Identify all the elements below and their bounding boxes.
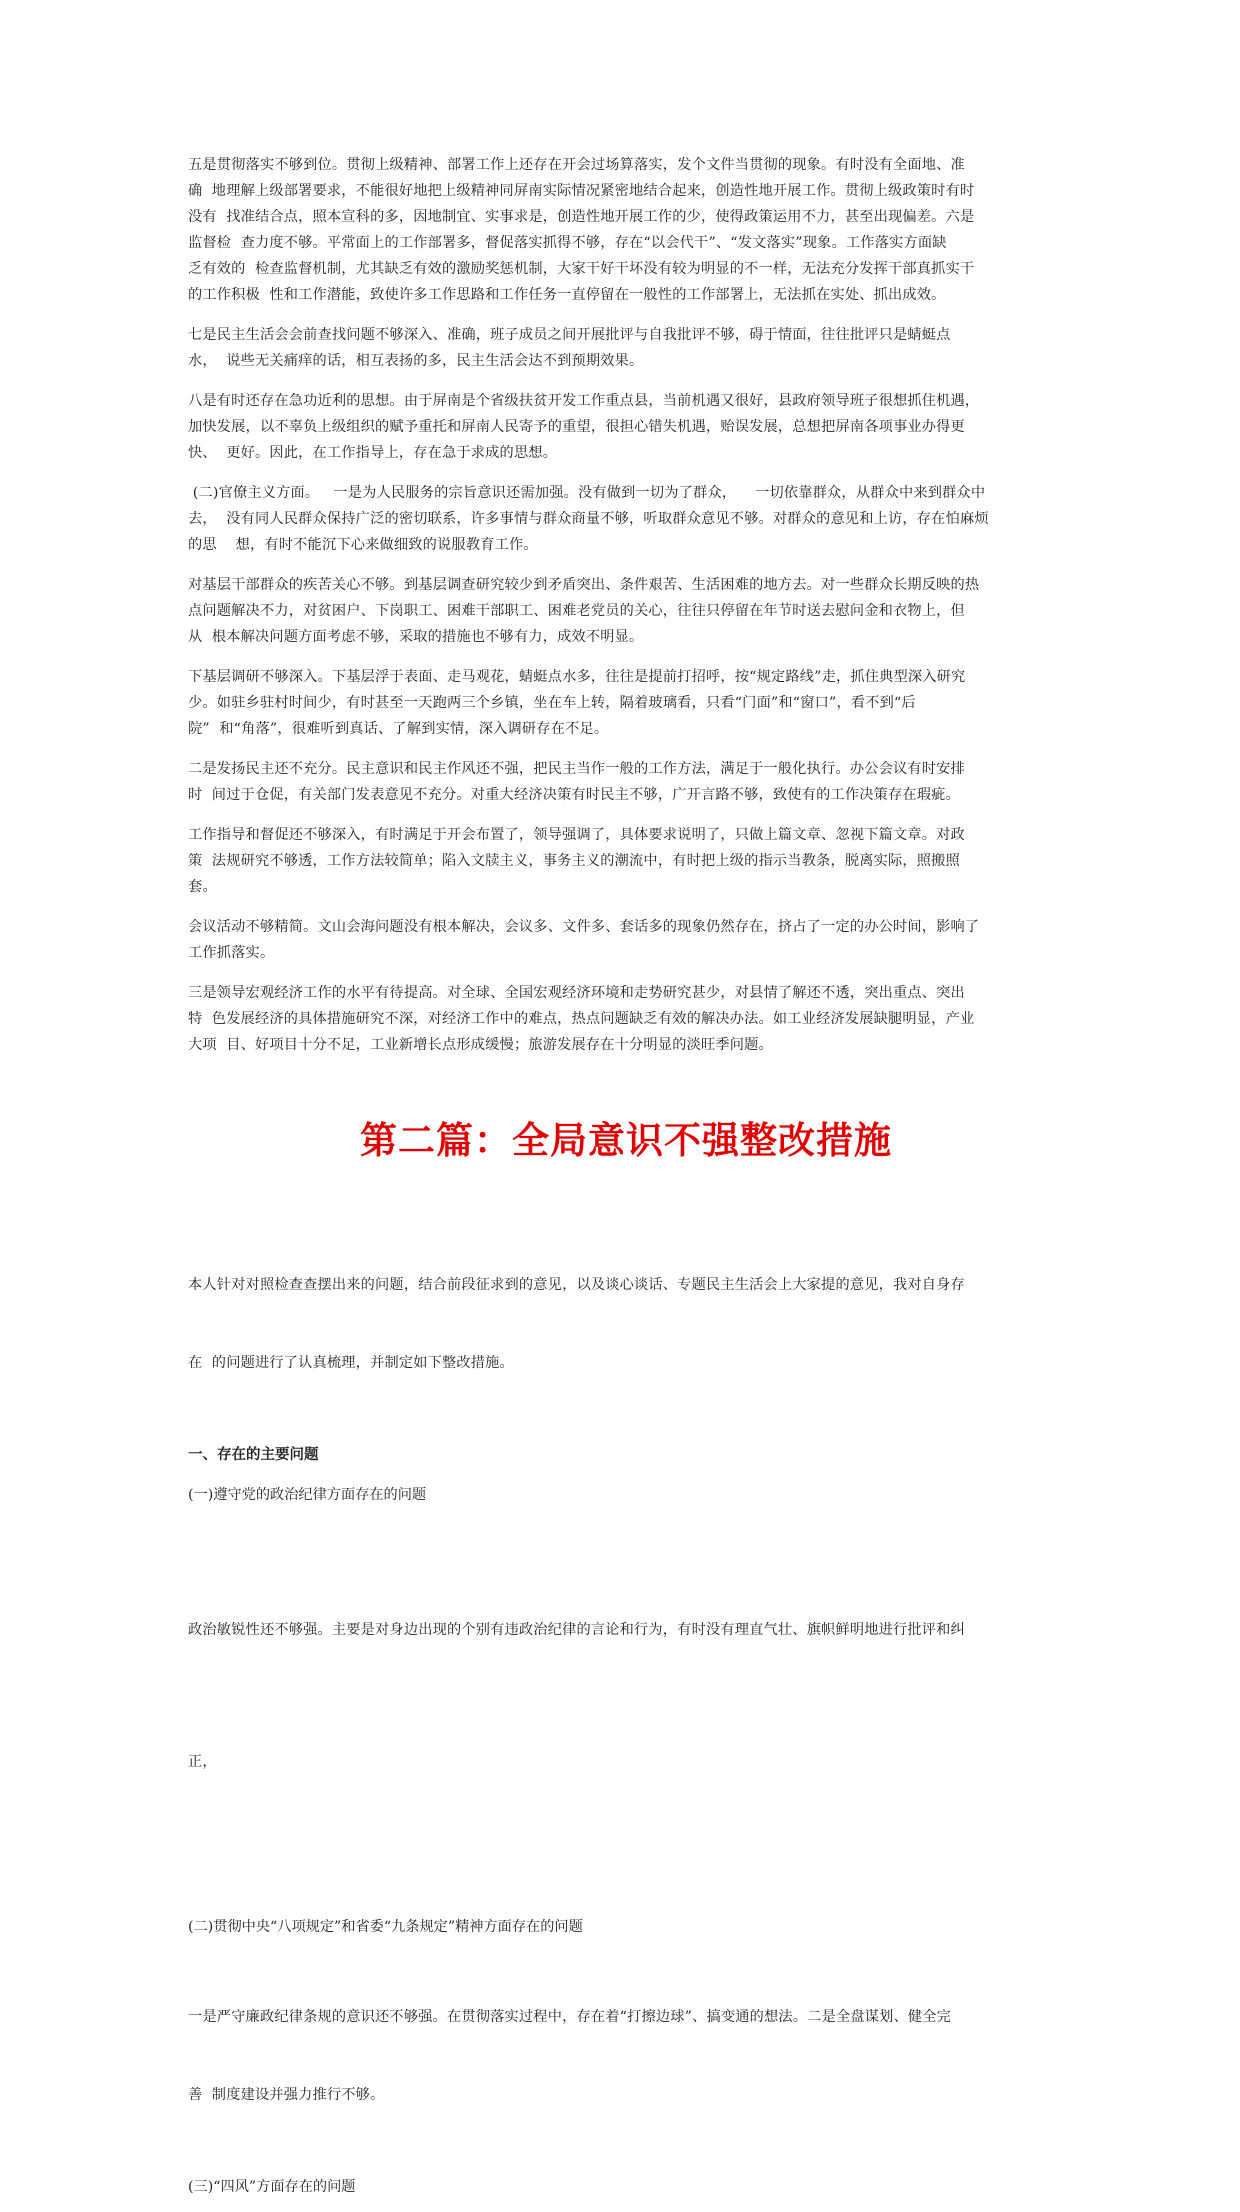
body-paragraph bbox=[188, 572, 1064, 650]
body-paragraph bbox=[188, 914, 1064, 966]
paragraph-line: 七是民主生活会会前查找问题不够深入、准确，班子成员之间开展批评与自我批评不够，碍于情面，往往批评只是蜻蜓点 bbox=[188, 327, 951, 343]
paragraph-line: 一是严守廉政纪律条规的意识还不够强。在贯彻落实过程中，存在着“打擦边球”、搞变通的想法。二是全盘谋划、健全完 bbox=[188, 2009, 952, 2025]
main-heading: 一、存在的主要问题 bbox=[188, 1446, 319, 1463]
paragraph-line: 策 法规研究不够透，工作方法较简单；陷入文牍主义，事务主义的潮流中，有时把上级的指示当教条，脱离实际，照搬照 bbox=[188, 853, 960, 869]
paragraph-line: 正， bbox=[188, 1754, 217, 1770]
paragraph-line: 时 间过于仓促，有关部门发表意见不充分。对重大经济决策有时民主不够，广开言路不够，致使有的工作决策存在瑕疵。 bbox=[188, 787, 960, 803]
paragraph-line: 对基层干部群众的疾苦关心不够。到基层调查研究较少到矛盾突出、条件艰苦、生活困难的地方去。对一些群众长期反映的热 bbox=[188, 577, 980, 593]
paragraph-line: 的工作积极 性和工作潜能，致使许多工作思路和工作任务一直停留在一般性的工作部署上，无法抓在实处、抓出成效。 bbox=[188, 287, 946, 303]
paragraph-line: 监督检 查力度不够。平常面上的工作部署多，督促落实抓得不够，存在“以会代干”、“发文落实”现象。工作落实方面缺 bbox=[188, 235, 947, 251]
paragraph-line: 下基层调研不够深入。下基层浮于表面、走马观花，蜻蜓点水多，往往是提前打招呼，按“规定路线”走，抓住典型深入研究 bbox=[188, 669, 966, 685]
section-one bbox=[188, 152, 1064, 1058]
paragraph-line: 确 地理解上级部署要求，不能很好地把上级精神同屏南实际情况紧密地结合起来，创造性地开展工作。贯彻上级政策时有时 bbox=[188, 183, 975, 199]
subsection-title-2: (二)贯彻中央“八项规定”和省委“九条规定”精神方面存在的问题 bbox=[188, 1919, 583, 1935]
paragraph-line: 没有 找准结合点，照本宣科的多，因地制宜、实事求是，创造性地开展工作的少，使得政策运用不力，甚至出现偏差。六是 bbox=[188, 209, 975, 225]
paragraph-line: 特 色发展经济的具体措施研究不深，对经济工作中的难点，热点问题缺乏有效的解决办法。如工业经济发展缺腿明显，产业 bbox=[188, 1011, 975, 1027]
paragraph-line: 善 制度建设并强力推行不够。 bbox=[188, 2087, 385, 2103]
paragraph-line: 快、 更好。因此，在工作指导上，存在急于求成的思想。 bbox=[188, 445, 558, 461]
paragraph-line: 三是领导宏观经济工作的水平有待提高。对全球、全国宏观经济环境和走势研究甚少，对县情了解还不透，突出重点、突出 bbox=[188, 985, 965, 1001]
body-paragraph bbox=[188, 822, 1064, 900]
body-paragraph bbox=[188, 322, 1064, 374]
paragraph-line: 的思 想，有时不能沉下心来做细致的说服教育工作。 bbox=[188, 537, 538, 553]
intro-paragraph bbox=[188, 1220, 1064, 1428]
paragraph-line: (二)官僚主义方面。 一是为人民服务的宗旨意识还需加强。没有做到一切为了群众， 一切依靠群众，从群众中来到群众中 bbox=[188, 485, 986, 501]
body-paragraph bbox=[188, 756, 1064, 808]
paragraph-line: 点问题解决不力，对贫困户、下岗职工、困难干部职工、困难老党员的关心，往往只停留在年节时送去慰问金和衣物上，但 bbox=[188, 603, 965, 619]
intro-line: 本人针对对照检查查摆出来的问题，结合前段征求到的意见，以及谈心谈话、专题民主生活会上大家提的意见，我对自身存 bbox=[188, 1277, 965, 1293]
paragraph-line: 二是发扬民主还不充分。民主意识和民主作风还不强，把民主当作一般的工作方法，满足于一般化执行。办公会议有时安排 bbox=[188, 761, 965, 777]
paragraph-line: 去， 没有同人民群众保持广泛的密切联系，许多事情与群众商量不够，听取群众意见不够。对群众的意见和上访，存在怕麻烦 bbox=[188, 511, 989, 527]
paragraph-line: 工作指导和督促还不够深入，有时满足于开会布置了，领导强调了，具体要求说明了，只做上篇文章、忽视下篇文章。对政 bbox=[188, 827, 965, 843]
paragraph-line: 套。 bbox=[188, 879, 217, 895]
body-paragraph bbox=[188, 480, 1064, 558]
paragraph-line: 从 根本解决问题方面考虑不够，采取的措施也不够有力，成效不明显。 bbox=[188, 629, 644, 645]
body-paragraph bbox=[188, 980, 1064, 1058]
subsection-1-paragraph bbox=[188, 1520, 1064, 1872]
body-paragraph bbox=[188, 664, 1064, 742]
subsection-2-paragraph bbox=[188, 1952, 1064, 2160]
paragraph-line: 水， 说些无关痛痒的话，相互表扬的多，民主生活会达不到预期效果。 bbox=[188, 353, 644, 369]
paragraph-line: 院” 和“角落”，很难听到真话、了解到实情，深入调研存在不足。 bbox=[188, 721, 609, 737]
body-paragraph bbox=[188, 152, 1064, 308]
paragraph-line: 政治敏锐性还不够强。主要是对身边出现的个别有违政治纪律的言论和行为，有时没有理直气壮、旗帜鲜明地进行批评和纠 bbox=[188, 1622, 965, 1638]
document-body bbox=[188, 152, 1064, 2212]
paragraph-line: 八是有时还存在急功近利的思想。由于屏南是个省级扶贫开发工作重点县，当前机遇又很好，县政府领导班子很想抓住机遇， bbox=[188, 393, 980, 409]
body-paragraph bbox=[188, 388, 1064, 466]
chapter-title: 第二篇：全局意识不强整改措施 bbox=[360, 1118, 892, 1162]
paragraph-line: 加快发展，以不辜负上级组织的赋予重托和屏南人民寄予的重望，很担心错失机遇，贻误发展，总想把屏南各项事业办得更 bbox=[188, 419, 965, 435]
paragraph-line: 大项 目、好项目十分不足，工业新增长点形成缓慢；旅游发展存在十分明显的淡旺季问题。 bbox=[188, 1037, 773, 1053]
intro-line: 在 的问题进行了认真梳理，并制定如下整改措施。 bbox=[188, 1355, 514, 1371]
paragraph-line: 五是贯彻落实不够到位。贯彻上级精神、部署工作上还存在开会过场算落实，发个文件当贯彻的现象。有时没有全面地、准 bbox=[188, 157, 965, 173]
paragraph-line: 少。如驻乡驻村时间少，有时甚至一天跑两三个乡镇，坐在车上转，隔着玻璃看，只看“门面”和“窗口”，看不到“后 bbox=[188, 695, 916, 711]
paragraph-line: 会议活动不够精简。文山会海问题没有根本解决，会议多、文件多、套话多的现象仍然存在，挤占了一定的办公时间，影响了 bbox=[188, 919, 980, 935]
subsection-title-1: (一)遵守党的政治纪律方面存在的问题 bbox=[188, 1487, 427, 1503]
blank-gap bbox=[188, 1886, 1064, 1914]
paragraph-line: 工作抓落实。 bbox=[188, 945, 275, 961]
subsection-title-3: (三)“四风”方面存在的问题 bbox=[188, 2179, 356, 2195]
paragraph-line: 乏有效的 检查监督机制，尤其缺乏有效的激励奖惩机制，大家干好干坏没有较为明显的不一样，无法充分发挥干部真抓实干 bbox=[188, 261, 975, 277]
